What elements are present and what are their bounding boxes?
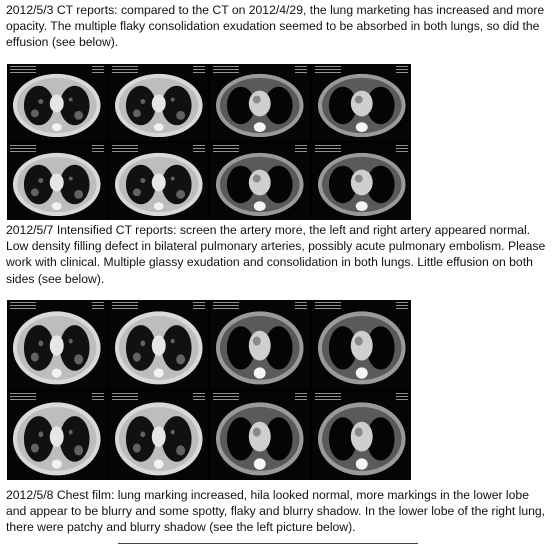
ct-scan-lung-window <box>109 143 209 220</box>
ct-scan-mediastinal-window <box>210 143 310 220</box>
scan-corner-marker <box>193 393 205 402</box>
chest-film-report-2012-5-8: 2012/5/8 Chest film: lung marking increased, hila looked normal, more markings in the lower lobe and appear to be blurry and some spotty, flaky and blurry shadow. In the lower lobe of the right lung, there were patchy and blurry shadow (see the left picture below). <box>6 488 546 535</box>
ct-report-2012-5-3: 2012/5/3 CT reports: compared to the CT on 2012/4/29, the lung marketing has increased and more opacity. The multiple flaky consolidation exudation seemed to be absorbed in both lungs, so did the effusion (see below). <box>6 3 545 50</box>
ct-scan-lung-window <box>7 391 107 480</box>
scan-header-text <box>112 393 138 402</box>
scan-header-text <box>315 66 341 75</box>
scan-corner-marker <box>295 66 307 75</box>
scan-corner-marker <box>396 145 408 154</box>
ct-image-grid-1 <box>7 64 411 220</box>
scan-header-text <box>315 302 341 311</box>
ct-scan-mediastinal-window <box>210 64 310 141</box>
scan-header-text <box>315 393 341 402</box>
scan-header-text <box>10 393 36 402</box>
ct-scan-mediastinal-window <box>210 391 310 480</box>
scan-corner-marker <box>193 302 205 311</box>
scan-header-text <box>10 302 36 311</box>
scan-header-text <box>10 145 36 154</box>
ct-scan-mediastinal-window <box>312 143 412 220</box>
scan-header-text <box>112 66 138 75</box>
scan-header-text <box>10 66 36 75</box>
scan-corner-marker <box>92 302 104 311</box>
scan-header-text <box>112 302 138 311</box>
scan-header-text <box>213 393 239 402</box>
bottom-divider <box>118 543 418 544</box>
ct-scan-lung-window <box>7 300 107 389</box>
scan-header-text <box>213 145 239 154</box>
scan-corner-marker <box>295 393 307 402</box>
scan-corner-marker <box>92 393 104 402</box>
ct-scan-lung-window <box>109 300 209 389</box>
scan-corner-marker <box>396 393 408 402</box>
ct-scan-lung-window <box>7 143 107 220</box>
scan-header-text <box>213 302 239 311</box>
scan-corner-marker <box>396 66 408 75</box>
scan-header-text <box>315 145 341 154</box>
ct-scan-lung-window <box>109 64 209 141</box>
ct-scan-lung-window <box>109 391 209 480</box>
ct-scan-mediastinal-window <box>312 391 412 480</box>
scan-corner-marker <box>92 66 104 75</box>
scan-corner-marker <box>193 66 205 75</box>
ct-scan-mediastinal-window <box>312 300 412 389</box>
scan-corner-marker <box>396 302 408 311</box>
ct-image-grid-2 <box>7 300 411 480</box>
ct-scan-mediastinal-window <box>312 64 412 141</box>
scan-header-text <box>112 145 138 154</box>
ct-report-2012-5-7: 2012/5/7 Intensified CT reports: screen the artery more, the left and right artery appeared normal. Low density filling defect in bilateral pulmonary arteries, possibly acute pulmonary embolism. Please work with clinical. Multiple glassy exudation and consolidation in both lungs. Little effusion on both sides (see below). <box>6 223 546 286</box>
scan-corner-marker <box>295 302 307 311</box>
ct-scan-lung-window <box>7 64 107 141</box>
scan-header-text <box>213 66 239 75</box>
scan-corner-marker <box>295 145 307 154</box>
scan-corner-marker <box>193 145 205 154</box>
ct-scan-mediastinal-window <box>210 300 310 389</box>
scan-corner-marker <box>92 145 104 154</box>
